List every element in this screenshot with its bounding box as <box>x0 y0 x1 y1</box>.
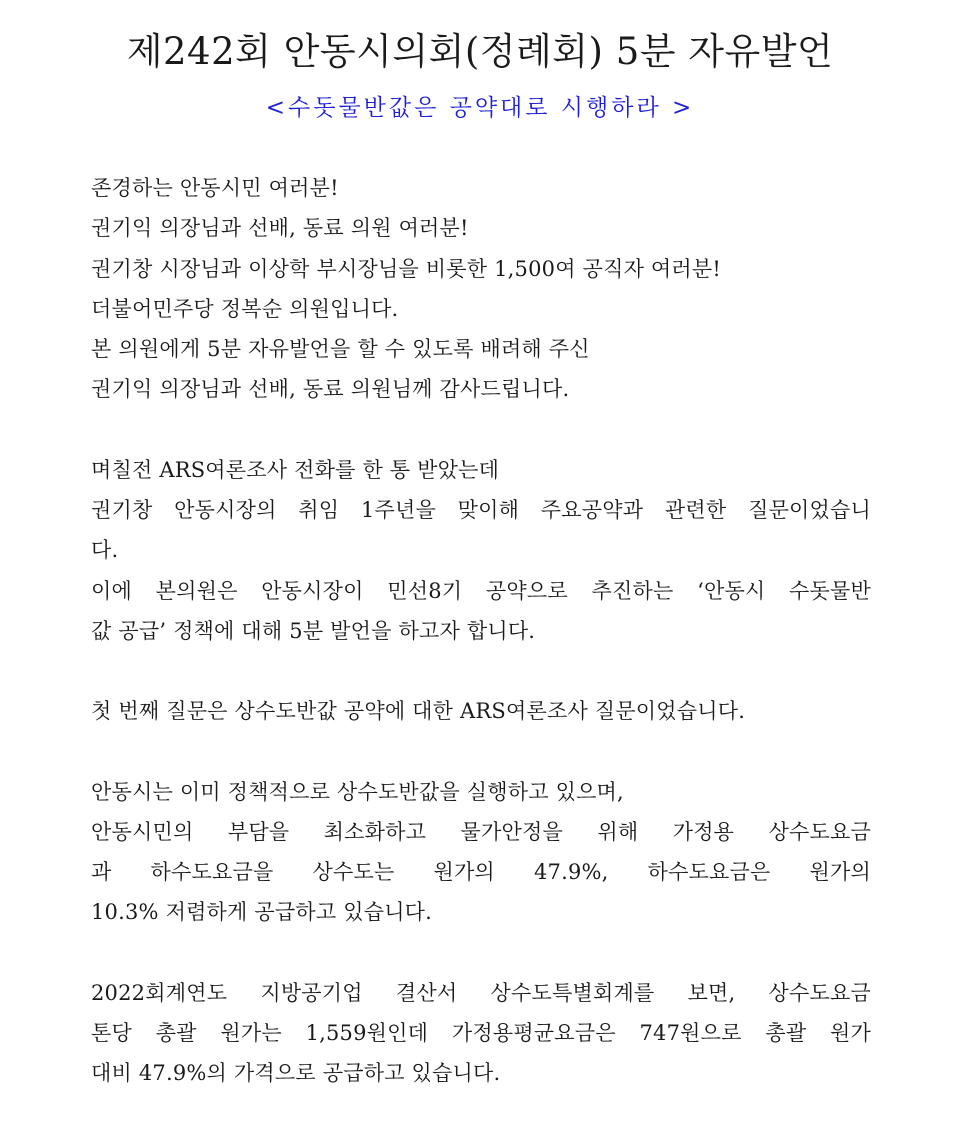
text-line: 더불어민주당 정복순 의원입니다. <box>91 296 399 321</box>
text-line: 이에 본의원은 안동시장이 민선8기 공약으로 추진하는 ‘안동시 수돗물반 <box>91 578 871 603</box>
paragraph-policy <box>91 772 871 933</box>
text-line: 2022회계연도 지방공기업 결산서 상수도특별회계를 보면, 상수도요금 <box>91 980 871 1005</box>
text-line: 안동시민의 부담을 최소화하고 물가안정을 위해 가정용 상수도요금 <box>91 819 871 844</box>
text-line: 값 공급’ 정책에 대해 5분 발언을 하고자 합니다. <box>91 618 536 643</box>
text-line: 권기익 의장님과 선배, 동료 의원 여러분! <box>91 216 469 241</box>
text-line: 권기창 안동시장의 취임 1주년을 맞이해 주요공약과 관련한 질문이었습니 <box>91 498 871 523</box>
text-line: 권기익 의장님과 선배, 동료 의원님께 감사드립니다. <box>91 377 570 402</box>
paragraph-question <box>91 691 871 731</box>
text-line: 본 의원에게 5분 자유발언을 할 수 있도록 배려해 주신 <box>91 337 590 362</box>
text-line: 존경하는 안동시민 여러분! <box>91 176 339 200</box>
text-line: 첫 번째 질문은 상수도반값 공약에 대한 ARS여론조사 질문이었습니다. <box>91 699 746 724</box>
document-subtitle: <수돗물반값은 공약대로 시행하라 > <box>265 95 695 121</box>
text-line: 권기창 시장님과 이상학 부시장님을 비롯한 1,500여 공직자 여러분! <box>91 256 722 281</box>
document-title: 제242회 안동시의회(정례회) 5분 자유발언 <box>126 30 834 73</box>
text-line: 10.3% 저렴하게 공급하고 있습니다. <box>91 900 433 925</box>
text-line: 안동시는 이미 정책적으로 상수도반값을 실행하고 있으며, <box>91 779 624 804</box>
text-line: 과 하수도요금을 상수도는 원가의 47.9%, 하수도요금은 원가의 <box>91 860 871 885</box>
paragraph-intro <box>91 450 871 651</box>
speech-body <box>91 168 871 1134</box>
text-line: 며칠전 ARS여론조사 전화를 한 통 받았는데 <box>91 457 500 482</box>
text-line: 대비 47.9%의 가격으로 공급하고 있습니다. <box>91 1061 501 1086</box>
text-line: 다. <box>91 538 119 563</box>
paragraph-settlement <box>91 973 871 1094</box>
paragraph-greeting <box>91 168 871 410</box>
text-line: 톤당 총괄 원가는 1,559원인데 가정용평균요금은 747원으로 총괄 원가 <box>91 1021 871 1046</box>
